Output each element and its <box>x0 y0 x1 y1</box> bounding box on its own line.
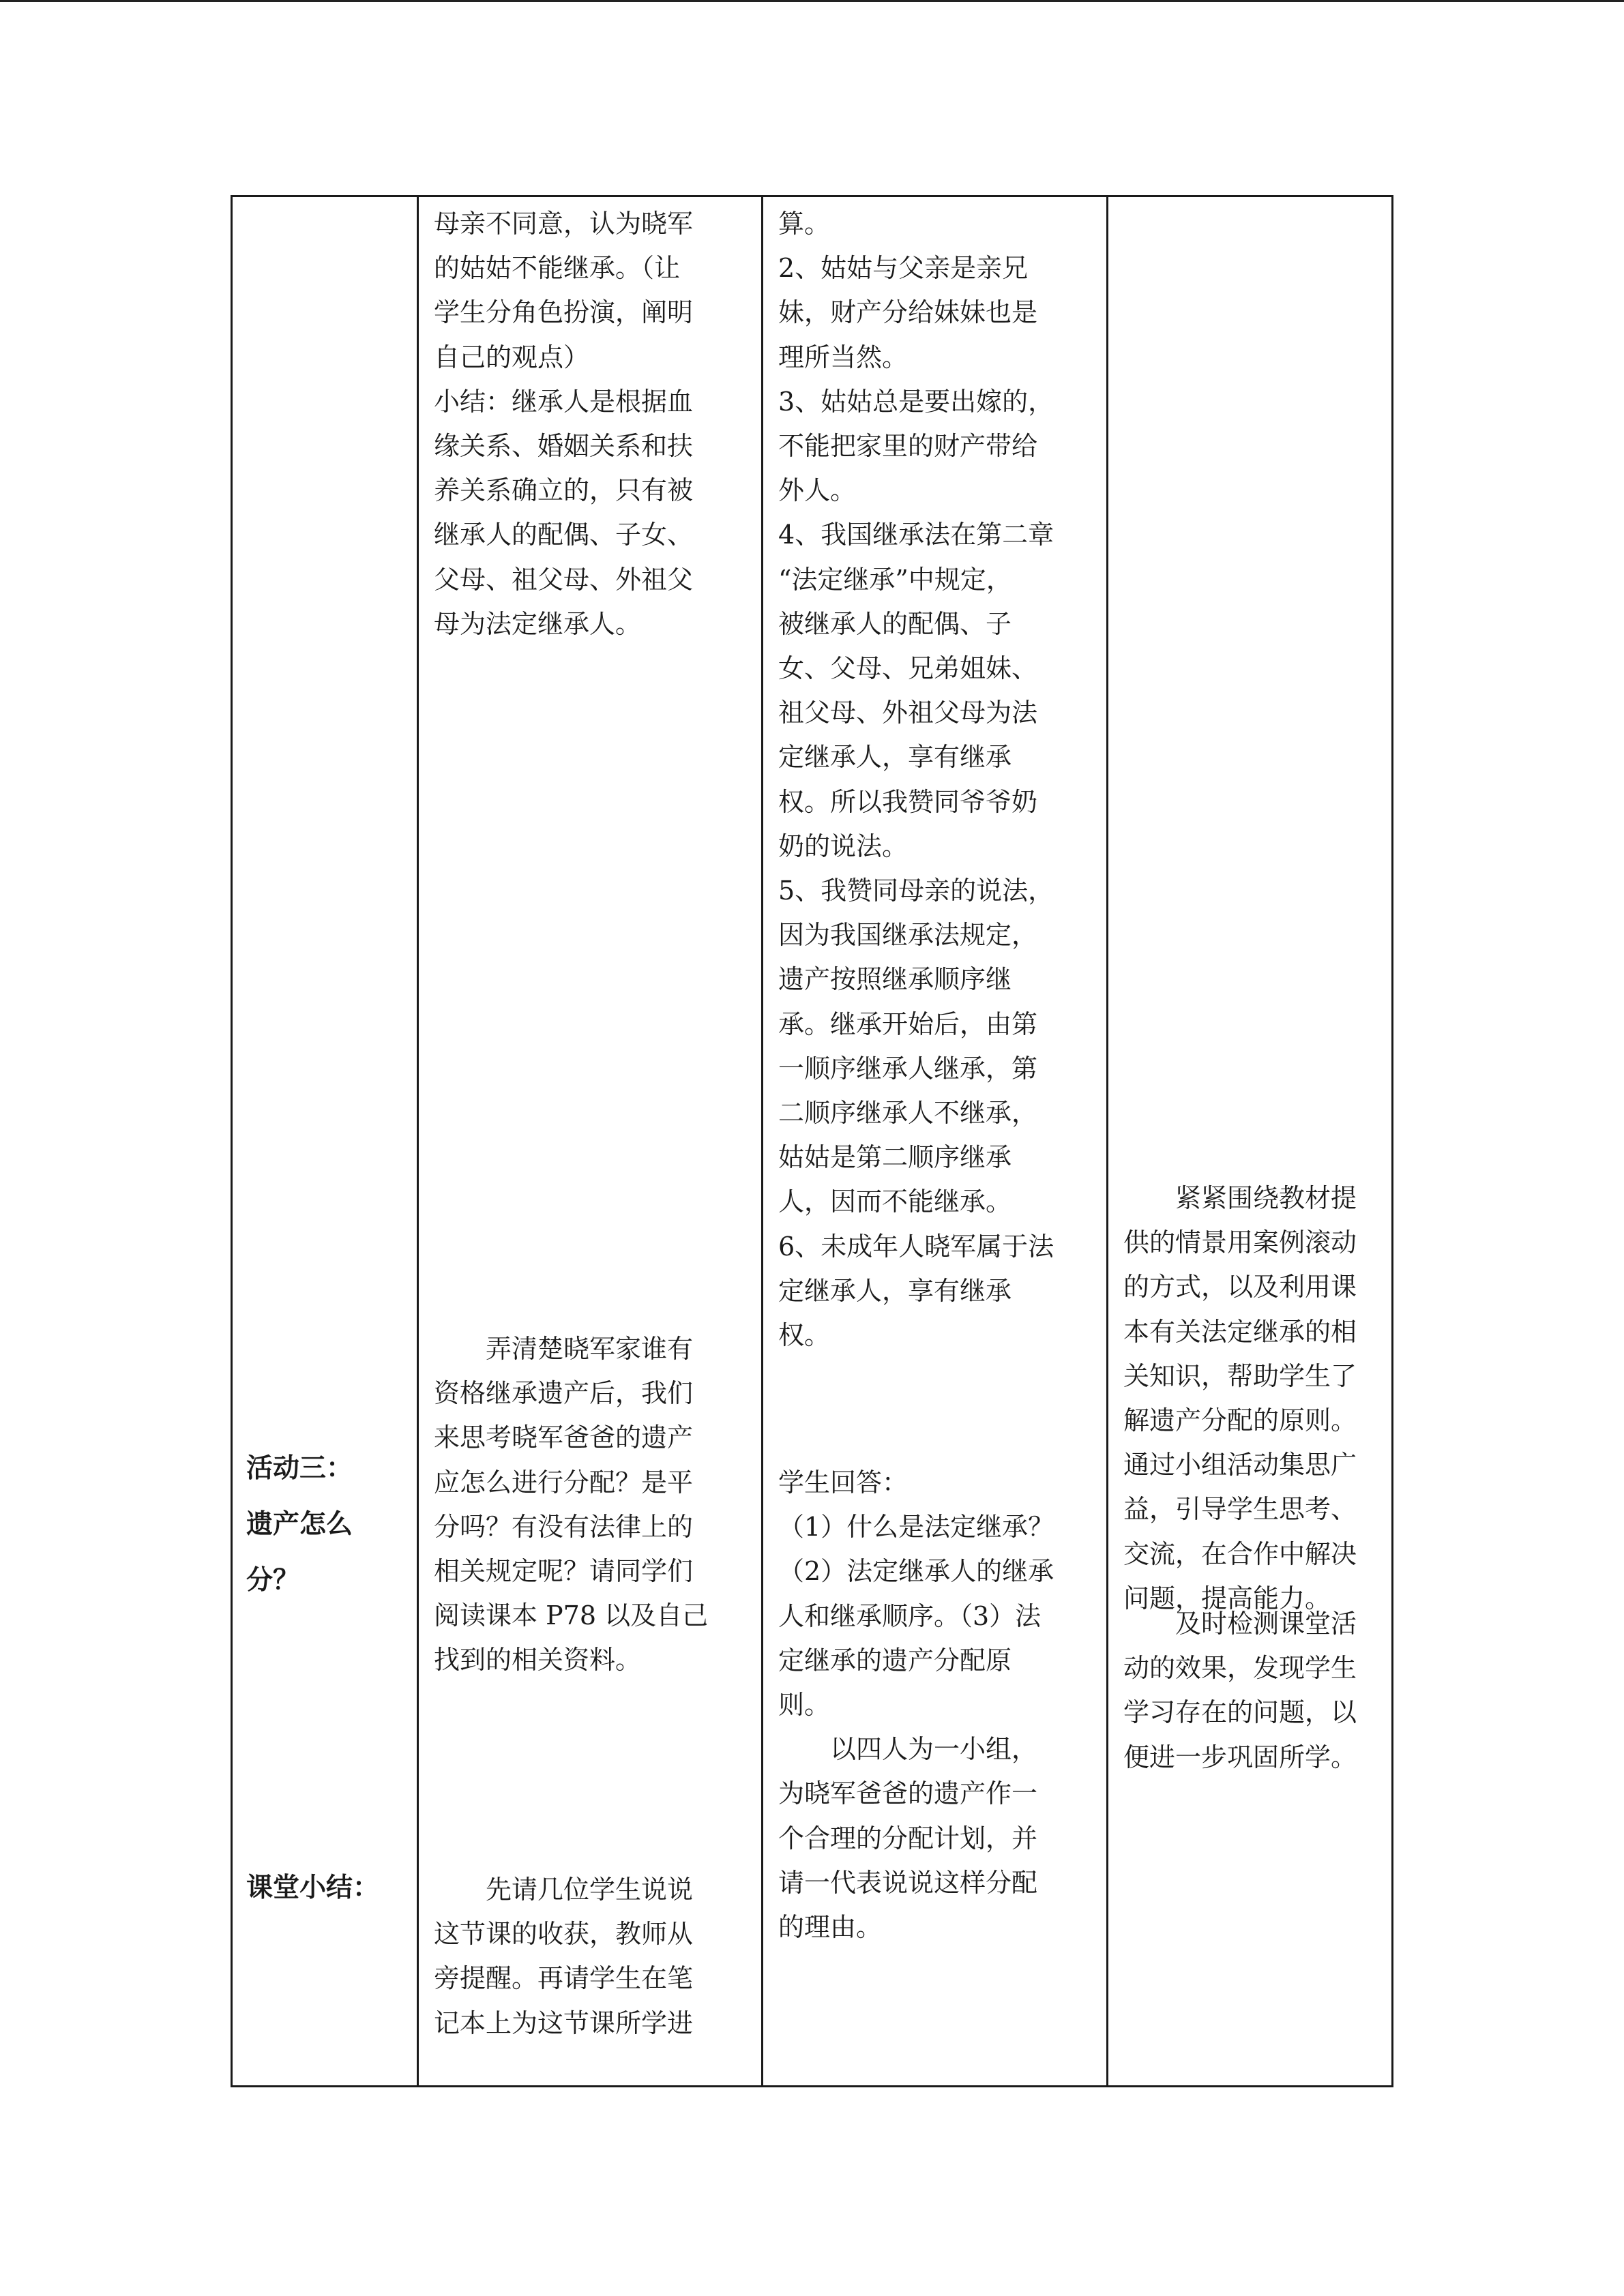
text-line: 遗产怎么 <box>246 1508 353 1540</box>
teacher-text-block-3 <box>434 1868 693 2046</box>
intent-text-block-1 <box>1123 1176 1357 1621</box>
text-line: 分吗？有没有法律上的 <box>434 1511 694 1542</box>
text-line: 则。 <box>778 1690 831 1720</box>
text-line: 个合理的分配计划，并 <box>778 1823 1038 1853</box>
text-line: 一顺序继承人继承，第 <box>778 1053 1038 1084</box>
activity-label <box>246 1440 353 1608</box>
text-line: （2）法定继承人的继承 <box>778 1556 1054 1587</box>
text-line: 姑姑是第二顺序继承 <box>778 1142 1012 1173</box>
text-line: 供的情景用案例滚动 <box>1123 1227 1357 1258</box>
text-line: 2、姑姑与父亲是亲兄 <box>778 253 1029 284</box>
text-line: 来思考晓军爸爸的遗产 <box>434 1422 694 1453</box>
text-line: 权。 <box>778 1320 831 1351</box>
text-line: 问题，提高能力。 <box>1123 1583 1331 1613</box>
text-line: 二顺序继承人不继承， <box>778 1098 1038 1129</box>
text-line: 4、我国继承法在第二章 <box>778 520 1054 550</box>
text-line: 小结：继承人是根据血 <box>434 386 694 417</box>
text-line: 先请几位学生说说 <box>434 1875 694 1905</box>
text-line: 父母、祖父母、外祖父 <box>434 564 694 595</box>
text-line: 缘关系、婚姻关系和扶 <box>434 431 694 462</box>
text-line: 母为法定继承人。 <box>434 608 642 639</box>
text-line: 继承人的配偶、子女、 <box>434 520 694 550</box>
text-line: 及时检测课堂活 <box>1123 1609 1357 1639</box>
text-line: 解遗产分配的原则。 <box>1123 1405 1357 1436</box>
text-line: 的理由。 <box>778 1912 883 1943</box>
text-line: 动的效果，发现学生 <box>1123 1653 1357 1684</box>
column-teacher-activity <box>419 197 763 2085</box>
teacher-text-block-1 <box>434 202 693 646</box>
text-line: 的方式，以及利用课 <box>1123 1272 1357 1302</box>
text-line: 资格继承遗产后，我们 <box>434 1378 694 1409</box>
text-line: 学习存在的问题，以 <box>1123 1697 1357 1728</box>
text-line: 交流，在合作中解决 <box>1123 1538 1357 1569</box>
text-line: 不能把家里的财产带给 <box>778 431 1038 462</box>
text-line: 理所当然。 <box>778 342 909 372</box>
text-line: 奶的说法。 <box>778 831 909 861</box>
student-text-block-2 <box>778 1461 1054 1950</box>
text-line: 被继承人的配偶、子 <box>778 608 1012 639</box>
text-line: 学生分角色扮演，阐明 <box>434 297 694 328</box>
text-line: 妹，财产分给妹妹也是 <box>778 297 1038 328</box>
text-line: 便进一步巩固所学。 <box>1123 1742 1357 1772</box>
text-line: 活动三： <box>246 1452 353 1484</box>
lesson-plan-table <box>231 195 1393 2087</box>
text-line: 承。继承开始后，由第 <box>778 1009 1038 1039</box>
text-line: 学生回答： <box>778 1467 909 1497</box>
text-line: 通过小组活动集思广 <box>1123 1450 1357 1480</box>
column-student-activity <box>763 197 1108 2085</box>
teacher-text-block-2 <box>434 1327 708 1683</box>
text-line: 关知识，帮助学生了 <box>1123 1360 1357 1391</box>
text-line: 母亲不同意，认为晓军 <box>434 209 694 239</box>
text-line: 请一代表说说这样分配 <box>778 1867 1038 1898</box>
text-line: 5、我赞同母亲的说法， <box>778 876 1054 906</box>
text-line: 弄清楚晓军家谁有 <box>434 1334 694 1364</box>
text-line: 这节课的收获，教师从 <box>434 1919 694 1950</box>
summary-label: 课堂小结： <box>246 1872 380 1903</box>
text-line: 记本上为这节课所学进 <box>434 2008 694 2038</box>
text-line: 益，引导学生思考、 <box>1123 1494 1357 1525</box>
text-line: “法定继承”中规定， <box>778 564 1012 595</box>
text-line: 6、未成年人晓军属于法 <box>778 1231 1054 1262</box>
student-text-block-1 <box>778 202 1054 1358</box>
text-line: 应怎么进行分配？是平 <box>434 1467 694 1497</box>
text-line: 本有关法定继承的相 <box>1123 1316 1357 1347</box>
column-stage <box>233 197 419 2085</box>
text-line: 相关规定呢？请同学们 <box>434 1556 694 1587</box>
text-line: 旁提醒。再请学生在笔 <box>434 1963 694 1994</box>
text-line: 定继承的遗产分配原 <box>778 1645 1012 1675</box>
text-line: 人，因而不能继承。 <box>778 1187 1012 1217</box>
column-design-intent <box>1108 197 1393 2085</box>
page-top-border <box>0 0 1624 2</box>
text-line: 紧紧围绕教材提 <box>1123 1183 1357 1213</box>
text-line: 的姑姑不能继承。（让 <box>434 253 681 284</box>
text-line: 算。 <box>778 209 831 239</box>
text-line: 找到的相关资料。 <box>434 1645 642 1675</box>
text-line: 遗产按照继承顺序继 <box>778 964 1012 995</box>
text-line: 定继承人，享有继承 <box>778 1275 1012 1306</box>
text-line: 人和继承顺序。（3）法 <box>778 1600 1042 1631</box>
text-line: 阅读课本 P78 以及自己 <box>434 1600 709 1631</box>
text-line: 定继承人，享有继承 <box>778 742 1012 773</box>
text-line: 养关系确立的，只有被 <box>434 475 694 506</box>
text-line: 为晓军爸爸的遗产作一 <box>778 1778 1038 1809</box>
text-line: 以四人为一小组， <box>778 1734 1038 1765</box>
text-line: 权。所以我赞同爷爷奶 <box>778 786 1038 817</box>
text-line: 分？ <box>246 1564 300 1596</box>
intent-text-block-2 <box>1123 1602 1357 1780</box>
text-line: 女、父母、兄弟姐妹、 <box>778 653 1038 684</box>
text-line: 祖父母、外祖父母为法 <box>778 698 1038 728</box>
text-line: 自己的观点） <box>434 342 590 372</box>
text-line: 外人。 <box>778 475 857 506</box>
text-line: （1）什么是法定继承？ <box>778 1512 1054 1542</box>
text-line: 因为我国继承法规定， <box>778 920 1038 951</box>
text-line: 3、姑姑总是要出嫁的， <box>778 386 1054 417</box>
